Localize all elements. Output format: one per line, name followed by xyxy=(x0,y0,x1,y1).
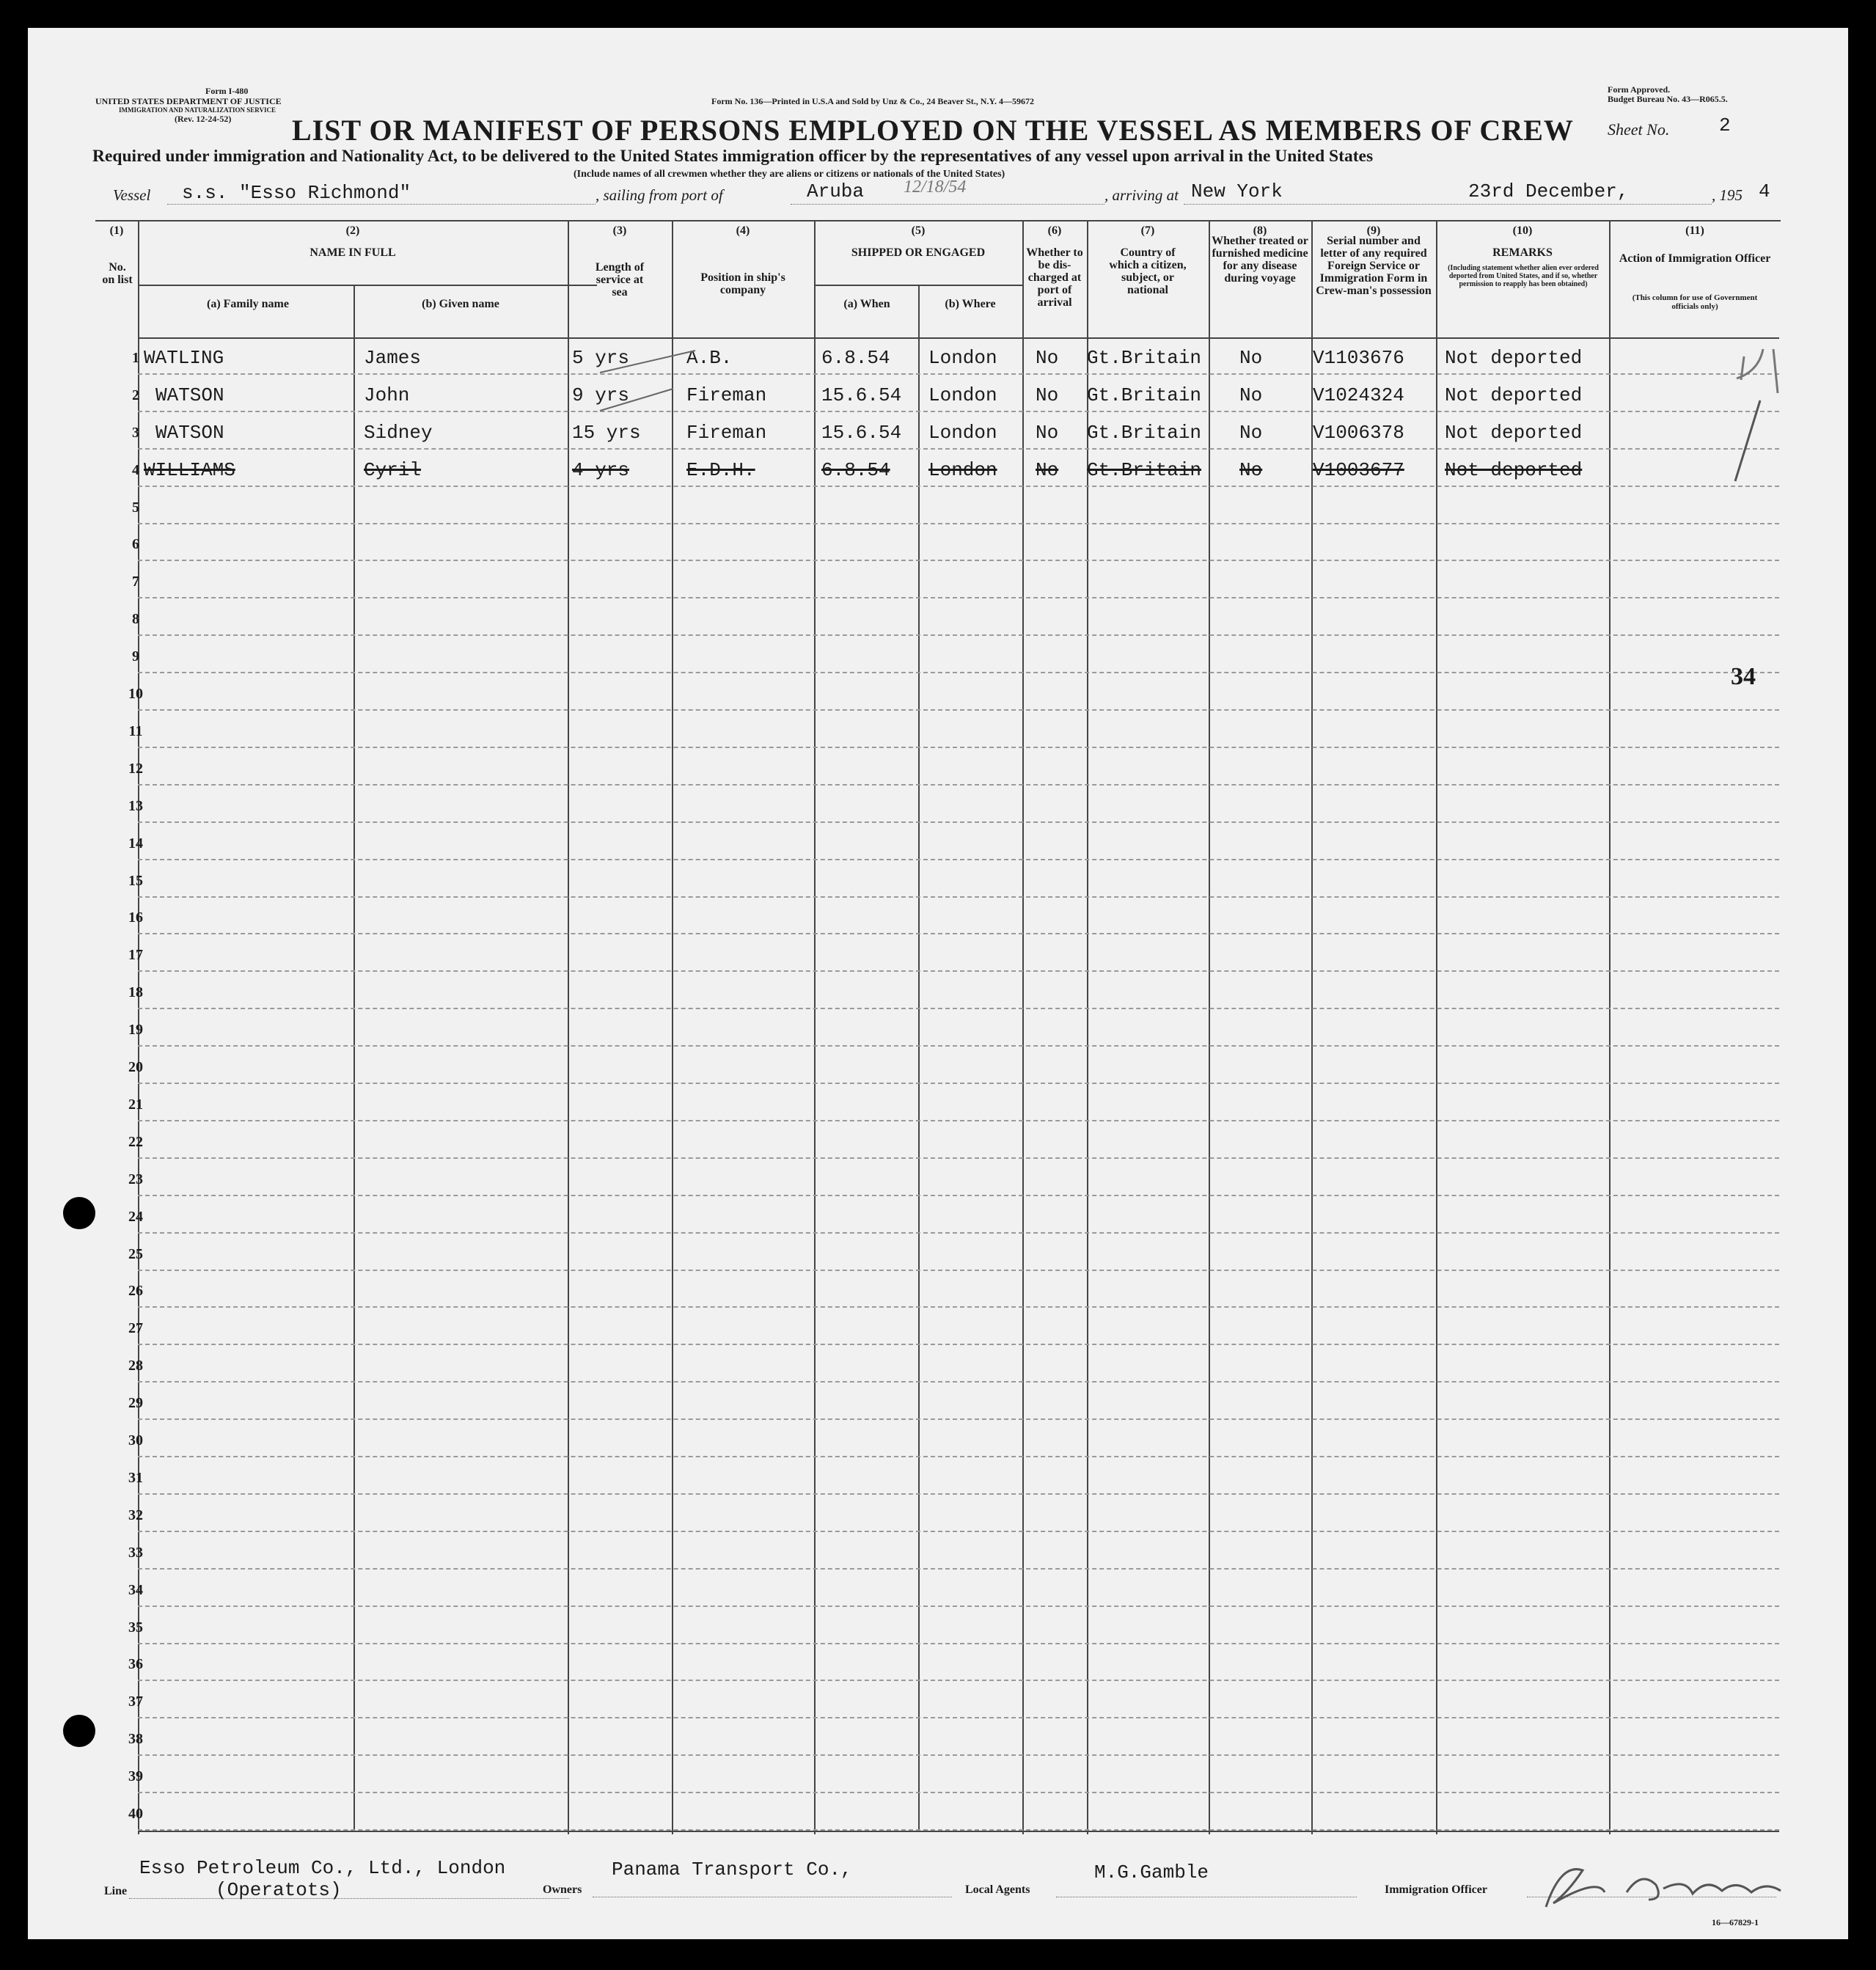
col-divider-9 xyxy=(1436,221,1437,1834)
line-value: Esso Petroleum Co., Ltd., London xyxy=(139,1857,506,1879)
agents-label: Local Agents xyxy=(965,1883,1030,1896)
col10-header: REMARKS xyxy=(1492,246,1553,259)
row-number: 18 xyxy=(128,984,143,1001)
budget-label: Budget Bureau No. 43—R065.5. xyxy=(1608,94,1728,104)
crew-given-cell: James xyxy=(364,346,422,369)
row-line xyxy=(138,1493,1779,1495)
row-number: 36 xyxy=(128,1656,143,1673)
row-number: 1 xyxy=(132,349,139,366)
crew-service-cell: 5 yrs xyxy=(572,346,630,369)
col1-number: (1) xyxy=(109,224,124,237)
crew-remarks-cell: Not deported xyxy=(1445,421,1583,444)
owners-label: Owners xyxy=(543,1883,582,1896)
col10-note: (Including statement whether alien ever ordered deported from United States, and if so, whether permission to reapply has been obtained) xyxy=(1448,264,1599,288)
crew-medicine-cell: No xyxy=(1239,384,1263,406)
crew-when-cell: 15.6.54 xyxy=(821,421,902,444)
row-line xyxy=(138,784,1779,786)
row-number: 32 xyxy=(128,1506,143,1523)
service-label: IMMIGRATION AND NATURALIZATION SERVICE xyxy=(119,106,276,114)
crew-position-cell: Fireman xyxy=(686,384,767,406)
row-number: 13 xyxy=(128,797,143,814)
row-number: 17 xyxy=(128,947,143,964)
col5-number: (5) xyxy=(911,224,926,237)
col11-note: (This column for use of Government officials only) xyxy=(1632,293,1758,311)
row-number: 15 xyxy=(128,872,143,889)
col-divider-7 xyxy=(1209,221,1210,1834)
crew-given-cell: Cyril xyxy=(364,458,422,481)
col11-number: (11) xyxy=(1685,224,1704,237)
col2-number: (2) xyxy=(345,224,360,237)
crew-service-cell: 9 yrs xyxy=(572,384,630,406)
vessel-label: Vessel xyxy=(113,186,151,204)
row-line xyxy=(138,411,1779,412)
punch-hole-top xyxy=(63,1197,95,1229)
crew-remarks-cell: Not deported xyxy=(1445,384,1583,406)
crew-given-cell: Sidney xyxy=(364,421,433,444)
crew-medicine-cell: No xyxy=(1239,421,1263,444)
row-number: 6 xyxy=(132,536,139,553)
row-number: 14 xyxy=(128,835,143,852)
col-divider-10 xyxy=(1609,221,1611,1834)
row-line xyxy=(138,1344,1779,1345)
row-number: 11 xyxy=(128,722,143,739)
row-line xyxy=(138,1157,1779,1159)
crew-where-cell: London xyxy=(928,346,997,369)
col-divider-3 xyxy=(672,221,673,1834)
header-bottom-border xyxy=(138,337,1779,339)
revision-label: (Rev. 12-24-52) xyxy=(175,114,232,124)
row-number: 2 xyxy=(132,387,139,403)
row-line xyxy=(138,1717,1779,1718)
crew-medicine-cell: No xyxy=(1239,458,1263,481)
row-line xyxy=(138,1456,1779,1457)
crew-where-cell: London xyxy=(928,384,997,406)
row-number: 19 xyxy=(128,1022,143,1039)
year-prefix: , 195 xyxy=(1712,186,1743,204)
line-value-operators: (Operatots) xyxy=(216,1879,342,1901)
row-line xyxy=(138,597,1779,598)
row-number: 35 xyxy=(128,1619,143,1636)
row-line xyxy=(138,1792,1779,1793)
crew-where-cell: London xyxy=(928,458,997,481)
row-line xyxy=(138,1605,1779,1607)
crew-position-cell: E.D.H. xyxy=(686,458,755,481)
col5a-header: (a) When xyxy=(843,298,890,310)
crew-family-cell: WATSON xyxy=(155,421,224,444)
port-of-departure: Aruba xyxy=(807,180,865,202)
col8-number: (8) xyxy=(1253,224,1267,237)
col7-header: Country of which a citizen, subject, or national xyxy=(1109,246,1187,296)
row-number: 5 xyxy=(132,499,139,516)
sailing-label: , sailing from port of xyxy=(596,186,723,204)
crew-country-cell: Gt.Britain xyxy=(1087,421,1202,444)
printer-label: Form No. 136—Printed in U.S.A and Sold by Unz & Co., 24 Beaver St., N.Y. 4—59672 xyxy=(711,96,1035,106)
arrival-date: 23rd December, xyxy=(1468,180,1629,202)
row-line xyxy=(138,523,1779,524)
row-number: 30 xyxy=(128,1432,143,1449)
crew-service-cell: 4 yrs xyxy=(572,458,630,481)
col1-header: No. on list xyxy=(102,261,133,286)
crew-serial-cell: V1006378 xyxy=(1313,421,1404,444)
row-line xyxy=(138,448,1779,450)
row-line xyxy=(138,1381,1779,1383)
page-title: LIST OR MANIFEST OF PERSONS EMPLOYED ON THE VESSEL AS MEMBERS OF CREW xyxy=(292,114,1574,147)
col-divider-2 xyxy=(568,221,569,1834)
table-bottom-border xyxy=(138,1831,1779,1832)
row-line xyxy=(138,1195,1779,1196)
officer-signature-icon xyxy=(1517,1848,1803,1922)
row-number: 29 xyxy=(128,1395,143,1412)
row-line xyxy=(138,560,1779,561)
col-divider-5 xyxy=(1022,221,1024,1834)
row-number: 10 xyxy=(128,686,143,702)
row-number: 8 xyxy=(132,611,139,628)
row-number: 28 xyxy=(128,1358,143,1374)
crew-service-cell: 15 yrs xyxy=(572,421,641,444)
row-number: 23 xyxy=(128,1171,143,1187)
approved-label: Form Approved. xyxy=(1608,84,1671,95)
row-line xyxy=(138,1680,1779,1681)
crew-family-cell: WILLIAMS xyxy=(144,458,235,481)
row-number: 16 xyxy=(128,909,143,926)
row-line xyxy=(138,1418,1779,1420)
row-number: 7 xyxy=(132,574,139,590)
crew-when-cell: 15.6.54 xyxy=(821,384,902,406)
col-divider-5a xyxy=(918,286,920,1832)
crew-given-cell: John xyxy=(364,384,410,406)
crew-remarks-cell: Not deported xyxy=(1445,346,1583,369)
stamp-number: 34 xyxy=(1731,663,1756,690)
manifest-sheet xyxy=(28,28,1848,1939)
crew-country-cell: Gt.Britain xyxy=(1087,384,1202,406)
col6-number: (6) xyxy=(1047,224,1062,237)
row-line xyxy=(138,1568,1779,1570)
crew-discharged-cell: No xyxy=(1036,421,1059,444)
row-number: 21 xyxy=(128,1096,143,1113)
col2-header: NAME IN FULL xyxy=(309,246,396,259)
col9-header: Serial number and letter of any required Foreign Service or Immigration Form in Crew-man's possession xyxy=(1316,235,1432,297)
row-line xyxy=(138,896,1779,898)
col2b-header: (b) Given name xyxy=(422,298,499,310)
crew-country-cell: Gt.Britain xyxy=(1087,346,1202,369)
row-line xyxy=(138,1306,1779,1308)
col4-number: (4) xyxy=(736,224,750,237)
table-top-border xyxy=(95,220,1781,221)
arrival-underline xyxy=(1184,204,1712,205)
inclusion-note: (Include names of all crewmen whether they are aliens or citizens or nationals of the United States) xyxy=(574,169,1005,180)
sheet-number: 2 xyxy=(1719,114,1731,136)
crew-family-cell: WATSON xyxy=(155,384,224,406)
port-underline xyxy=(791,204,1104,205)
handwritten-marks-icon xyxy=(1693,342,1795,488)
row-line xyxy=(138,1829,1779,1831)
row-number: 20 xyxy=(128,1059,143,1075)
col4-header: Position in ship's company xyxy=(700,271,785,296)
officer-label: Immigration Officer xyxy=(1385,1883,1487,1896)
vessel-name: s.s. "Esso Richmond" xyxy=(182,182,411,204)
row-line xyxy=(138,1643,1779,1644)
crew-medicine-cell: No xyxy=(1239,346,1263,369)
row-number: 3 xyxy=(132,424,139,441)
row-number: 9 xyxy=(132,648,139,665)
crew-discharged-cell: No xyxy=(1036,346,1059,369)
row-line xyxy=(138,486,1779,487)
col9-number: (9) xyxy=(1366,224,1381,237)
crew-discharged-cell: No xyxy=(1036,458,1059,481)
name-subheader-border xyxy=(138,285,597,286)
row-line xyxy=(138,747,1779,748)
col10-number: (10) xyxy=(1512,224,1533,237)
row-number: 37 xyxy=(128,1693,143,1710)
arriving-label: , arriving at xyxy=(1104,186,1179,204)
vessel-underline xyxy=(167,204,596,205)
col5b-header: (b) Where xyxy=(945,298,996,310)
crew-country-cell: Gt.Britain xyxy=(1087,458,1202,481)
department-label: UNITED STATES DEPARTMENT OF JUSTICE xyxy=(95,96,282,106)
row-number: 24 xyxy=(128,1208,143,1225)
row-line xyxy=(138,709,1779,711)
crew-family-cell: WATLING xyxy=(144,346,224,369)
row-line xyxy=(138,970,1779,972)
line-label: Line xyxy=(104,1885,128,1897)
row-number: 12 xyxy=(128,760,143,777)
row-line xyxy=(138,672,1779,673)
row-number: 4 xyxy=(132,461,139,478)
col11-header: Action of Immigration Officer xyxy=(1619,252,1771,265)
col7-number: (7) xyxy=(1140,224,1155,237)
arrival-port: New York xyxy=(1191,180,1283,202)
row-line xyxy=(138,821,1779,823)
row-number: 34 xyxy=(128,1581,143,1598)
crew-position-cell: A.B. xyxy=(686,346,733,369)
crew-serial-cell: V1103676 xyxy=(1313,346,1404,369)
col6-header: Whether to be dis-charged at port of arrival xyxy=(1026,246,1083,309)
row-line xyxy=(138,634,1779,636)
col3-header: Length of service at sea xyxy=(595,261,645,299)
crew-when-cell: 6.8.54 xyxy=(821,458,890,481)
form-code: 16—67829-1 xyxy=(1712,1917,1759,1927)
col3-number: (3) xyxy=(612,224,627,237)
row-number: 39 xyxy=(128,1768,143,1785)
row-line xyxy=(138,1008,1779,1009)
row-number: 27 xyxy=(128,1320,143,1337)
handwritten-check-marks xyxy=(585,343,717,431)
crew-when-cell: 6.8.54 xyxy=(821,346,890,369)
port-handwritten-note: 12/18/54 xyxy=(904,177,967,197)
crew-where-cell: London xyxy=(928,421,997,444)
row-number: 33 xyxy=(128,1544,143,1561)
subtitle: Required under immigration and Nationality Act, to be delivered to the United States immigration officer by the representatives of any vessel upon arrival in the United States xyxy=(92,147,1374,166)
row-line xyxy=(138,933,1779,934)
col5-header: SHIPPED OR ENGAGED xyxy=(851,246,986,259)
crew-serial-cell: V1003677 xyxy=(1313,458,1404,481)
row-line xyxy=(138,373,1779,375)
row-number: 40 xyxy=(128,1806,143,1822)
crew-position-cell: Fireman xyxy=(686,421,767,444)
row-line xyxy=(138,1083,1779,1084)
row-line xyxy=(138,1232,1779,1234)
row-number: 31 xyxy=(128,1469,143,1486)
row-line xyxy=(138,1754,1779,1756)
row-number: 26 xyxy=(128,1283,143,1300)
row-line xyxy=(138,1531,1779,1532)
col2a-header: (a) Family name xyxy=(207,298,289,310)
row-number: 22 xyxy=(128,1133,143,1150)
col8-header: Whether treated or furnished medicine for any disease during voyage xyxy=(1212,235,1308,285)
agents-value: M.G.Gamble xyxy=(1094,1861,1209,1883)
row-line xyxy=(138,1270,1779,1271)
col-divider-4 xyxy=(814,221,816,1834)
owners-value: Panama Transport Co., xyxy=(612,1859,852,1881)
row-line xyxy=(138,1045,1779,1047)
row-line xyxy=(138,1120,1779,1121)
row-line xyxy=(138,859,1779,860)
form-number: Form I-480 xyxy=(205,86,249,96)
line-underline xyxy=(129,1898,569,1899)
row-number: 25 xyxy=(128,1245,143,1262)
sheet-label: Sheet No. xyxy=(1608,120,1670,139)
crew-serial-cell: V1024324 xyxy=(1313,384,1404,406)
row-number: 38 xyxy=(128,1731,143,1748)
crew-remarks-cell: Not deported xyxy=(1445,458,1583,481)
year-suffix: 4 xyxy=(1759,180,1770,202)
col-divider-2a xyxy=(353,286,355,1832)
crew-discharged-cell: No xyxy=(1036,384,1059,406)
punch-hole-bottom xyxy=(63,1715,95,1747)
